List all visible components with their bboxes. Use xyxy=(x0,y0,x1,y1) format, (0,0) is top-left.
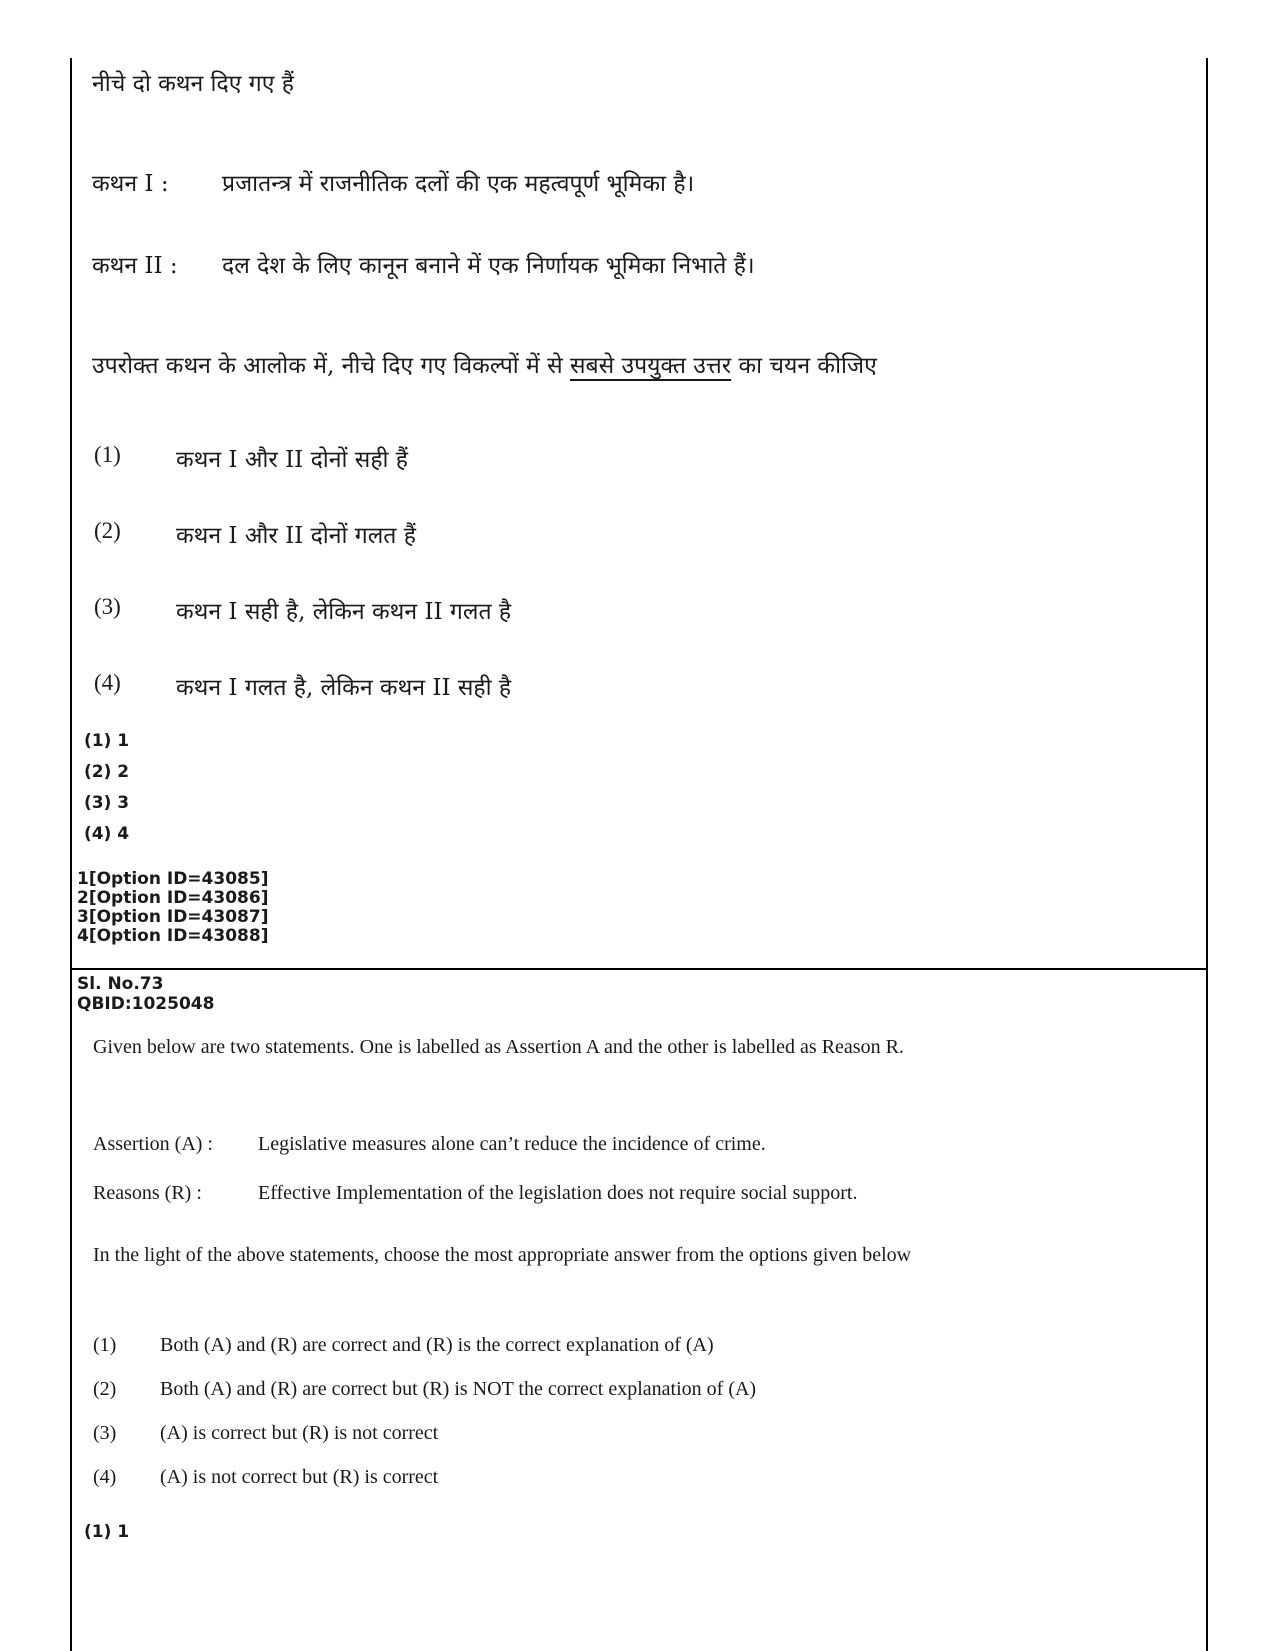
hindi-instruction xyxy=(92,348,877,380)
english-intro: Given below are two statements. One is labelled as Assertion A and the other is labelled as Reason R. xyxy=(93,1036,904,1058)
hindi-statement2-label: कथन II : xyxy=(92,253,178,279)
answer-choice-2: (2) 2 xyxy=(84,762,130,782)
hindi-option-4-text: कथन I गलत है, लेकिन कथन II सही है xyxy=(176,675,512,701)
english-option-2-text: Both (A) and (R) are correct but (R) is NOT the correct explanation of (A) xyxy=(160,1378,757,1400)
hindi-instruction-underlined: सबसे उपयुक्त उत्तर xyxy=(569,353,732,379)
question-separator xyxy=(70,968,1208,970)
hindi-option-1-text: कथन I और II दोनों सही हैं xyxy=(176,447,409,473)
english-option-1-text: Both (A) and (R) are correct and (R) is the correct explanation of (A) xyxy=(160,1334,714,1356)
english-option-1-number: (1) xyxy=(93,1334,117,1356)
serial-number: Sl. No.73 xyxy=(77,974,164,994)
english-instruction: In the light of the above statements, choose the most appropriate answer from the options given below xyxy=(93,1244,912,1266)
assertion-text: Legislative measures alone can’t reduce the incidence of crime. xyxy=(258,1133,766,1155)
english-option-3-number: (3) xyxy=(93,1422,117,1444)
option-id-1: 1[Option ID=43085] xyxy=(77,869,269,889)
answer-choice-4: (4) 4 xyxy=(84,824,130,844)
answer-choice-1: (1) 1 xyxy=(84,731,130,751)
hindi-option-3-number: (3) xyxy=(94,594,121,619)
option-id-4: 4[Option ID=43088] xyxy=(77,926,269,946)
english-option-3-text: (A) is correct but (R) is not correct xyxy=(160,1422,439,1444)
english-option-2-number: (2) xyxy=(93,1378,117,1400)
english-option-4-text: (A) is not correct but (R) is correct xyxy=(160,1466,439,1488)
hindi-option-2-number: (2) xyxy=(94,518,121,543)
hindi-statement1-text: प्रजातन्त्र में राजनीतिक दलों की एक महत्वपूर्ण भूमिका है। xyxy=(222,171,695,197)
hindi-intro: नीचे दो कथन दिए गए हैं xyxy=(92,71,294,97)
hindi-instruction-prefix: उपरोक्त कथन के आलोक में, नीचे दिए गए विकल्पों में से xyxy=(92,353,570,379)
english-option-4-number: (4) xyxy=(93,1466,117,1488)
hindi-statement1-label: कथन I : xyxy=(92,171,169,197)
answer-choice-1-q73: (1) 1 xyxy=(84,1522,130,1542)
hindi-option-2-text: कथन I और II दोनों गलत हैं xyxy=(176,523,416,549)
hindi-option-4-number: (4) xyxy=(94,670,121,695)
assertion-label: Assertion (A) : xyxy=(93,1133,213,1155)
option-id-3: 3[Option ID=43087] xyxy=(77,907,269,927)
reason-label: Reasons (R) : xyxy=(93,1182,202,1204)
hindi-option-1-number: (1) xyxy=(94,442,121,467)
hindi-instruction-suffix: का चयन कीजिए xyxy=(731,353,877,379)
answer-choice-3: (3) 3 xyxy=(84,793,130,813)
hindi-statement2-text: दल देश के लिए कानून बनाने में एक निर्णायक भूमिका निभाते हैं। xyxy=(222,253,755,279)
qbid: QBID:1025048 xyxy=(77,994,215,1014)
hindi-option-3-text: कथन I सही है, लेकिन कथन II गलत है xyxy=(176,599,512,625)
left-border-line xyxy=(70,58,72,1651)
right-border-line xyxy=(1206,58,1208,1651)
reason-text: Effective Implementation of the legislation does not require social support. xyxy=(258,1182,858,1204)
option-id-2: 2[Option ID=43086] xyxy=(77,888,269,908)
